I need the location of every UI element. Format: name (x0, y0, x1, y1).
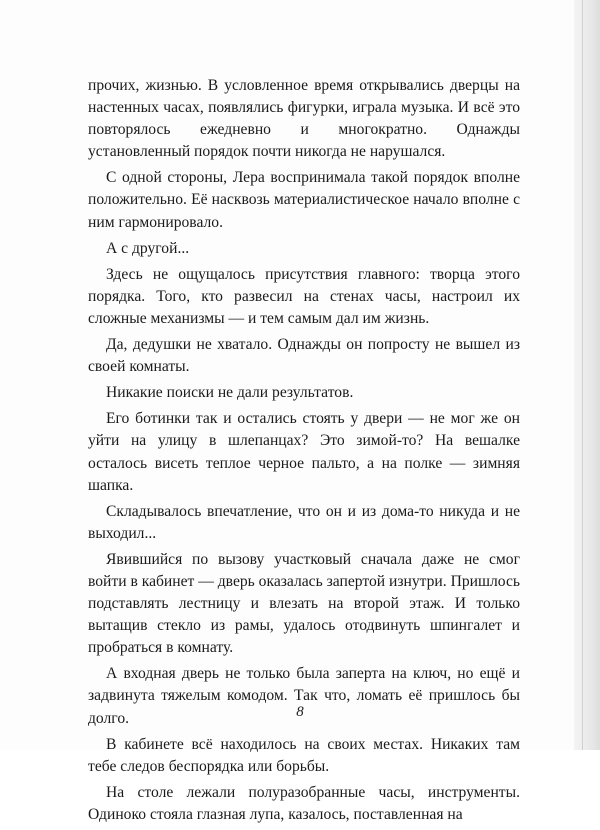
paragraph: Здесь не ощущалось присутствия главного: творца этого порядка. Того, кто развесил на стенах часы, настроил их сложные механизмы — и тем самым дал им жизнь. (88, 265, 520, 327)
paragraph: Явившийся по вызову участковый сначала даже не смог войти в кабинет — дверь оказалась запертой изнутри. Пришлось подставлять лестницу и влезать на второй этаж. И только вытащив стекло из рамы, удалось отодвинуть шпингалет и пробраться в комнату. (88, 550, 520, 657)
paragraph: В кабинете всё находилось на своих местах. Никаких там тебе следов беспорядка или борьбы. (88, 735, 520, 775)
paragraph: Никакие поиски не дали результатов. (106, 384, 354, 402)
paragraph: А входная дверь не только была заперта на ключ, но ещё и задвинута тяжелым комодом. Так что, ломать её пришлось бы долго. (88, 665, 520, 727)
paragraph: А с другой... (106, 239, 190, 257)
page-number: 8 (296, 704, 304, 720)
paragraph: На столе лежали полуразобранные часы, инструменты. Одиноко стояла глазная лупа, казалось, поставленная на (88, 783, 520, 823)
paragraph: прочих, жизнью. В условленное время открывались дверцы на настенных часах, появлялись фигурки, играла музыка. И всё это повторялось ежедневно и многократно. Однажды установленный порядок почти никогда не нарушался. (88, 77, 520, 161)
paragraph: Да, дедушки не хватало. Однажды он попросту не вышел из своей комнаты. (88, 336, 520, 376)
paragraph: Его ботинки так и остались стоять у двери — не мог же он уйти на улицу в шлепанцах? Это зимой-то? На вешалке осталось висеть теплое черное пальто, а на полке — зимняя шапка. (88, 410, 520, 494)
paragraph: Складывалось впечатление, что он и из дома-то никуда и не выходил... (88, 502, 520, 542)
paragraph: С одной стороны, Лера воспринимала такой порядок вполне положительно. Её насквозь материалистическое начало вполне с ним гармонировало. (88, 169, 520, 231)
page-edge-shadow (574, 0, 600, 750)
